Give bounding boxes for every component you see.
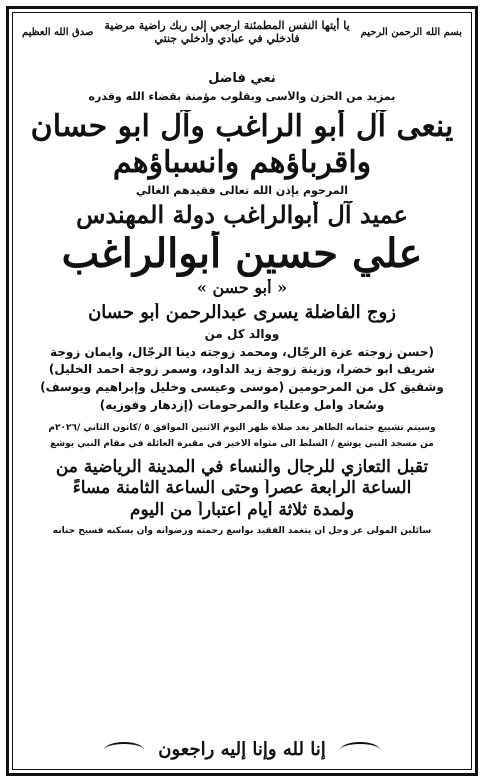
condolence-line-2: الساعة الرابعة عصراً وحتى الساعة الثامنة مساءً [72,479,412,499]
funeral-line-2: من مسجد النبي يوشع / السلط الى مثواه الأخير في مقبرة العائلة في مقام النبي يوشع [50,439,434,450]
children-line-4: وسُعاد وأمل وعلياء والمرحومات (إزدهار وفوزيه) [99,399,385,413]
family-line-2: واقرباؤهم وانسباؤهم [112,146,372,181]
funeral-line-1: وسيتم تشييع جثمانه الطاهر بعد صلاة ظهر اليوم الاثنين الموافق ٥ /كانون الثاني /٢٠٢٦م [48,422,436,433]
kunya: « أبو حسن » [196,278,288,297]
intro: بمزيد من الحزن والأسى وبقلوب مؤمنة بقضاء الله وقدره [88,90,396,103]
header-row [22,12,462,52]
family-line-1: ينعى آل أبو الراغب وآل ابو حسان [30,109,454,144]
condolence-line-3: ولمدة ثلاثة أيام اعتباراً من اليوم [129,500,355,520]
children-line-1: (حسن زوجته عزة الرجّال، ومحمد زوجته دينا الرجّال، وايمان زوجة [49,345,435,359]
children-line-2: شريف ابو خضرا، وزينة زوجة زيد الداود، وسمر زوجة احمد الخليل) [48,363,436,377]
deceased-name: علي حسين أبوالراغب [61,230,423,277]
footer-row [22,739,462,760]
obituary-content [22,12,462,770]
right-flourish-icon [104,742,144,758]
parent-intro: ووالد كل من [204,327,280,341]
header-sadaqa: صدق الله العظيم [22,26,94,38]
title: نعي فاضل [208,72,276,86]
condolence-line-1: تقبل التعازي للرجال والنساء في المدينة الرياضية من [55,457,429,477]
funeral-block [22,423,462,450]
prayer: سائلين المولى عز وجل أن يتغمد الفقيد بواسع رحمته ورضوانه وأن يسكنه فسيح جنانه [52,526,432,537]
children-line-3: وشقيق كل من المرحومين (موسى وعيسى وخليل وإبراهيم ويوسف) [40,381,444,395]
children-block [22,346,462,413]
deceased-title: عميد آل أبوالراغب دولة المهندس [76,201,408,229]
condolence-block [22,458,462,521]
deceased-intro: المرحوم بإذن الله تعالى فقيدهم الغالي [136,184,348,197]
left-flourish-icon [340,742,380,758]
spouse: زوج الفاضلة يسرى عبدالرحمن أبو حسان [88,303,396,324]
header-verse: يا أيتها النفس المطمئنة ارجعي إلى ربك راضية مرضية فادخلي في عبادي وادخلي جنتي [104,19,350,45]
footer-verse: إنا لله وإنا إليه راجعون [158,739,326,760]
header-basmala: بسم الله الرحمن الرحيم [360,26,462,38]
